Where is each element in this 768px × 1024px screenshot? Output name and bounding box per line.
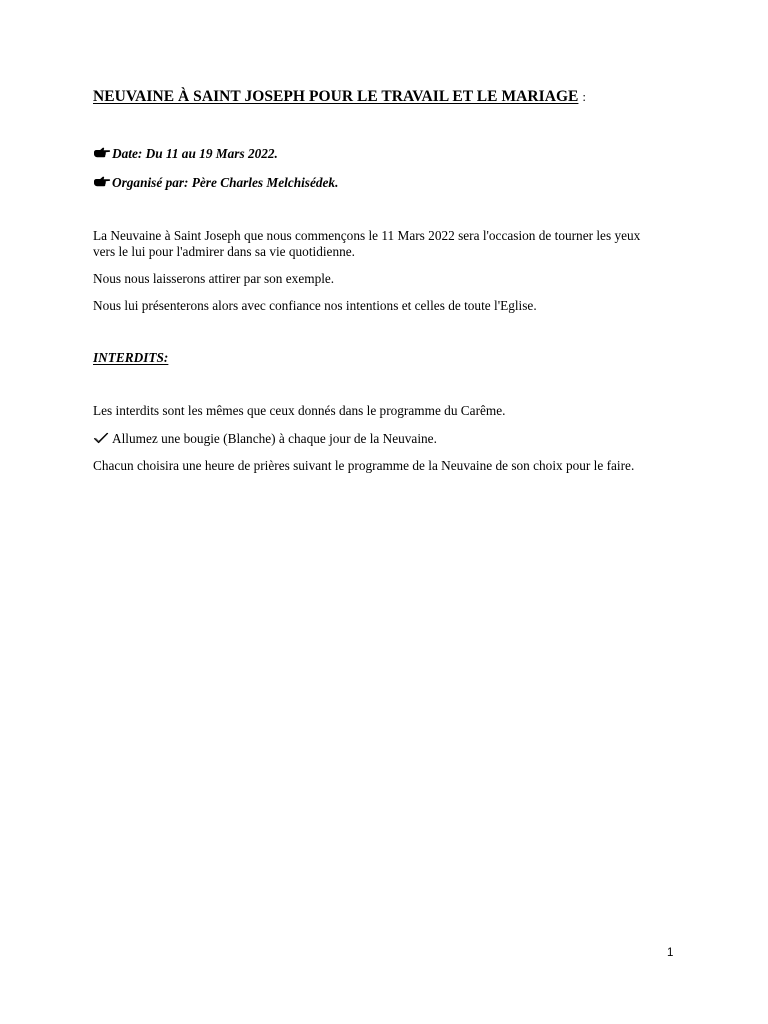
date-text: Date: Du 11 au 19 Mars 2022. [112, 146, 278, 161]
pointing-hand-icon [93, 176, 111, 188]
pointing-hand-icon [93, 147, 111, 159]
prayer-hour-paragraph: Chacun choisira une heure de prières suivant le programme de la Neuvaine de son choix pour le faire. [93, 458, 635, 473]
document-title [93, 88, 586, 106]
organizer-text: Organisé par: Père Charles Melchisédek. [112, 175, 339, 190]
attract-paragraph: Nous nous laisserons attirer par son exemple. [93, 271, 335, 286]
intro-paragraph-line-2: vers le lui pour l'admirer dans sa vie quotidienne. [93, 244, 355, 259]
page-number: 1 [667, 947, 674, 959]
present-paragraph: Nous lui présenterons alors avec confiance nos intentions et celles de toute l'Eglise. [93, 298, 537, 313]
title-colon: : [582, 89, 587, 104]
date-line [93, 146, 278, 162]
interdits-paragraph: Les interdits sont les mêmes que ceux donnés dans le programme du Carême. [93, 403, 506, 418]
intro-paragraph-line-1: La Neuvaine à Saint Joseph que nous commençons le 11 Mars 2022 sera l'occasion de tourner les yeux [93, 228, 641, 243]
title-text: NEUVAINE À SAINT JOSEPH POUR LE TRAVAIL ET LE MARIAGE [93, 88, 579, 105]
candle-paragraph [93, 431, 683, 447]
interdits-heading: INTERDITS: [93, 350, 169, 365]
organizer-line [93, 175, 338, 191]
check-mark-icon [93, 432, 109, 444]
candle-text: Allumez une bougie (Blanche) à chaque jour de la Neuvaine. [112, 431, 437, 446]
